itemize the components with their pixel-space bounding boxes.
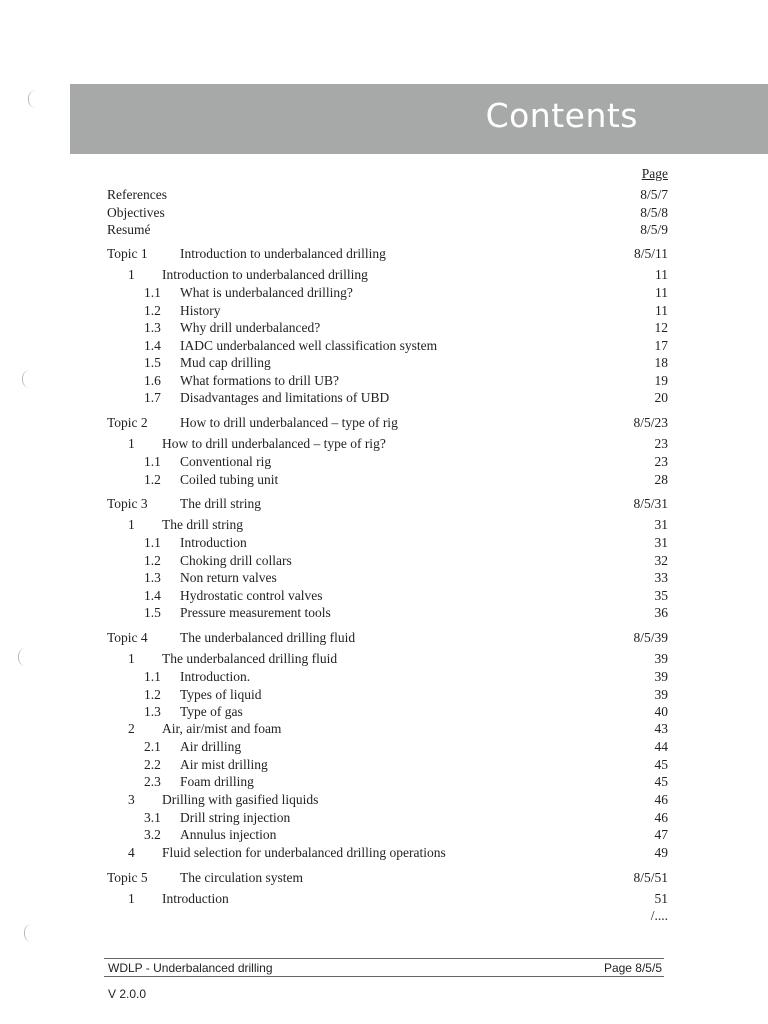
toc-entry-row [0, 569, 768, 587]
toc-number: 3.1 [144, 810, 161, 825]
toc-number: 2.1 [144, 739, 161, 754]
toc-label: What formations to drill UB? [180, 373, 339, 388]
toc-number: 1 [128, 267, 135, 282]
toc-entry-row [0, 319, 768, 337]
toc-number: 1 [128, 436, 135, 451]
toc-entry-row [0, 773, 768, 791]
toc-page: 28 [654, 472, 668, 487]
toc-topic-row [0, 245, 768, 263]
toc-number: 1.2 [144, 553, 161, 568]
toc-number: 1.1 [144, 535, 161, 550]
toc-entry-row [0, 471, 768, 489]
toc-label: How to drill underbalanced – type of rig? [162, 436, 386, 451]
toc-entry-row [0, 720, 768, 738]
toc-label: Type of gas [180, 704, 243, 719]
toc-label: Pressure measurement tools [180, 605, 331, 620]
toc-page: 18 [654, 355, 668, 370]
toc-number: Topic 3 [107, 496, 148, 511]
toc-label: Objectives [107, 205, 165, 220]
toc-entry-row [0, 809, 768, 827]
toc-number: 1.7 [144, 390, 161, 405]
toc-label: Resumé [107, 222, 151, 237]
toc-entry-row [0, 204, 768, 222]
toc-number: 1.3 [144, 704, 161, 719]
toc-label: Introduction [162, 891, 229, 906]
toc-page: 36 [654, 605, 668, 620]
toc-label: Drilling with gasified liquids [162, 792, 319, 807]
toc-number: 1.1 [144, 454, 161, 469]
toc-entry-row [0, 756, 768, 774]
toc-number: 1.5 [144, 355, 161, 370]
toc-number: 1.4 [144, 588, 161, 603]
toc-number: 1.4 [144, 338, 161, 353]
toc-entry-row [0, 435, 768, 453]
toc-page: 23 [654, 454, 668, 469]
toc-entry-row [0, 686, 768, 704]
toc-number: 1.3 [144, 570, 161, 585]
toc-label: The underbalanced drilling fluid [180, 630, 356, 645]
version-label: V 2.0.0 [108, 987, 147, 1001]
toc-number: 1.2 [144, 472, 161, 487]
toc-number: 1 [128, 891, 135, 906]
toc-number: 1.1 [144, 285, 161, 300]
toc-topic-row [0, 495, 768, 513]
toc-entry-row [0, 604, 768, 622]
toc-entry-row [0, 826, 768, 844]
toc-label: The drill string [162, 517, 243, 532]
binder-hole-mark [28, 90, 39, 108]
toc-number: 1.1 [144, 669, 161, 684]
toc-page: 47 [654, 827, 668, 842]
toc-label: Fluid selection for underbalanced drilling operations [162, 845, 446, 860]
toc-entry-row [0, 668, 768, 686]
toc-number: 1.2 [144, 303, 161, 318]
toc-entry-row [0, 221, 768, 239]
toc-page: 8/5/23 [633, 415, 668, 430]
toc-topic-row [0, 869, 768, 887]
title-banner [70, 84, 768, 154]
toc-label: The underbalanced drilling fluid [162, 651, 338, 666]
toc-entry-row [0, 372, 768, 390]
toc-page: 39 [654, 669, 668, 684]
toc-number: 3.2 [144, 827, 161, 842]
toc-page: 31 [654, 535, 668, 550]
toc-entry-row [0, 516, 768, 534]
toc-entry-row [0, 389, 768, 407]
toc-label: Air drilling [180, 739, 242, 754]
footer-rule-lower [104, 976, 664, 977]
binder-hole-mark [18, 648, 29, 666]
toc-label: Why drill underbalanced? [180, 320, 321, 335]
toc-number: 1.5 [144, 605, 161, 620]
toc-entry-row [0, 337, 768, 355]
toc-entry-row [0, 587, 768, 605]
toc-page: 44 [654, 739, 668, 754]
toc-label: Air mist drilling [180, 757, 268, 772]
toc-entry-row [0, 453, 768, 471]
toc-page: 49 [654, 845, 668, 860]
toc-entry-row [0, 534, 768, 552]
toc-page: /.... [650, 908, 668, 923]
toc-number: 2.2 [144, 757, 161, 772]
toc-page: 51 [654, 891, 668, 906]
toc-page: 8/5/9 [640, 222, 668, 237]
toc-number: 1.3 [144, 320, 161, 335]
toc-number: 4 [128, 845, 135, 860]
page-column-heading: Page [641, 166, 668, 181]
toc-page: 35 [654, 588, 668, 603]
toc-label: Mud cap drilling [180, 355, 271, 370]
toc-page: 12 [654, 320, 668, 335]
toc-page: 46 [654, 810, 668, 825]
toc-page: 11 [655, 267, 668, 282]
toc-entry-row [0, 844, 768, 862]
page-title: Contents [485, 96, 638, 135]
toc-label: Introduction. [180, 669, 251, 684]
toc-entry-row [0, 354, 768, 372]
toc-entry-row [0, 266, 768, 284]
binder-hole-mark [22, 370, 33, 388]
toc-label: History [180, 303, 221, 318]
toc-topic-row [0, 629, 768, 647]
toc-number: 3 [128, 792, 135, 807]
toc-page: 19 [654, 373, 668, 388]
toc-label: Disadvantages and limitations of UBD [180, 390, 390, 405]
toc-number: Topic 1 [107, 246, 148, 261]
toc-entry-row [0, 907, 768, 925]
toc-label: Foam drilling [180, 774, 254, 789]
toc-page: 17 [654, 338, 668, 353]
toc-label: References [107, 187, 167, 202]
toc-page: 46 [654, 792, 668, 807]
toc-page: 39 [654, 651, 668, 666]
toc-number: 1 [128, 651, 135, 666]
toc-page: 23 [654, 436, 668, 451]
binder-hole-mark [24, 924, 35, 942]
toc-topic-row [0, 414, 768, 432]
toc-page: 40 [654, 704, 668, 719]
toc-number: Topic 2 [107, 415, 148, 430]
toc-label: Types of liquid [180, 687, 262, 702]
toc-label: What is underbalanced drilling? [180, 285, 353, 300]
toc-label: Non return valves [180, 570, 277, 585]
footer-document-title: WDLP - Underbalanced drilling [108, 961, 273, 975]
footer-page-number: Page 8/5/5 [603, 961, 662, 975]
toc-label: Introduction to underbalanced drilling [162, 267, 368, 282]
toc-number: Topic 5 [107, 870, 148, 885]
toc-page: 8/5/8 [640, 205, 668, 220]
toc-entry-row [0, 890, 768, 908]
toc-page: 45 [654, 757, 668, 772]
toc-page: 39 [654, 687, 668, 702]
toc-page: 33 [654, 570, 668, 585]
toc-entry-row [0, 650, 768, 668]
toc-entry-row [0, 186, 768, 204]
toc-label: Hydrostatic control valves [180, 588, 323, 603]
toc-label: Annulus injection [180, 827, 277, 842]
toc-label: Conventional rig [180, 454, 272, 469]
toc-label: Introduction [180, 535, 247, 550]
toc-page: 8/5/31 [633, 496, 668, 511]
toc-label: IADC underbalanced well classification system [180, 338, 438, 353]
toc-number: 1.6 [144, 373, 161, 388]
toc-label: The circulation system [180, 870, 303, 885]
toc-page: 8/5/11 [633, 246, 668, 261]
toc-number: 2.3 [144, 774, 161, 789]
toc-page: 31 [654, 517, 668, 532]
toc-label: How to drill underbalanced – type of rig [180, 415, 398, 430]
toc-page: 8/5/39 [633, 630, 668, 645]
toc-number: 1 [128, 517, 135, 532]
toc-label: The drill string [180, 496, 261, 511]
toc-number: Topic 4 [107, 630, 148, 645]
toc-entry-row [0, 552, 768, 570]
toc-number: 1.2 [144, 687, 161, 702]
toc-entry-row [0, 738, 768, 756]
toc-page: 43 [654, 721, 668, 736]
toc-page: 11 [655, 303, 668, 318]
toc-number: 2 [128, 721, 135, 736]
toc-label: Air, air/mist and foam [162, 721, 282, 736]
toc-label: Drill string injection [180, 810, 291, 825]
toc-label: Choking drill collars [180, 553, 292, 568]
toc-page: 20 [654, 390, 668, 405]
toc-page: 45 [654, 774, 668, 789]
toc-entry-row [0, 703, 768, 721]
toc-page: 8/5/7 [640, 187, 668, 202]
toc-entry-row [0, 302, 768, 320]
toc-label: Coiled tubing unit [180, 472, 279, 487]
toc-page: 8/5/51 [633, 870, 668, 885]
toc-entry-row [0, 791, 768, 809]
toc-label: Introduction to underbalanced drilling [180, 246, 386, 261]
toc-entry-row [0, 284, 768, 302]
toc-page: 32 [654, 553, 668, 568]
toc-page: 11 [655, 285, 668, 300]
footer-rule [104, 958, 664, 959]
